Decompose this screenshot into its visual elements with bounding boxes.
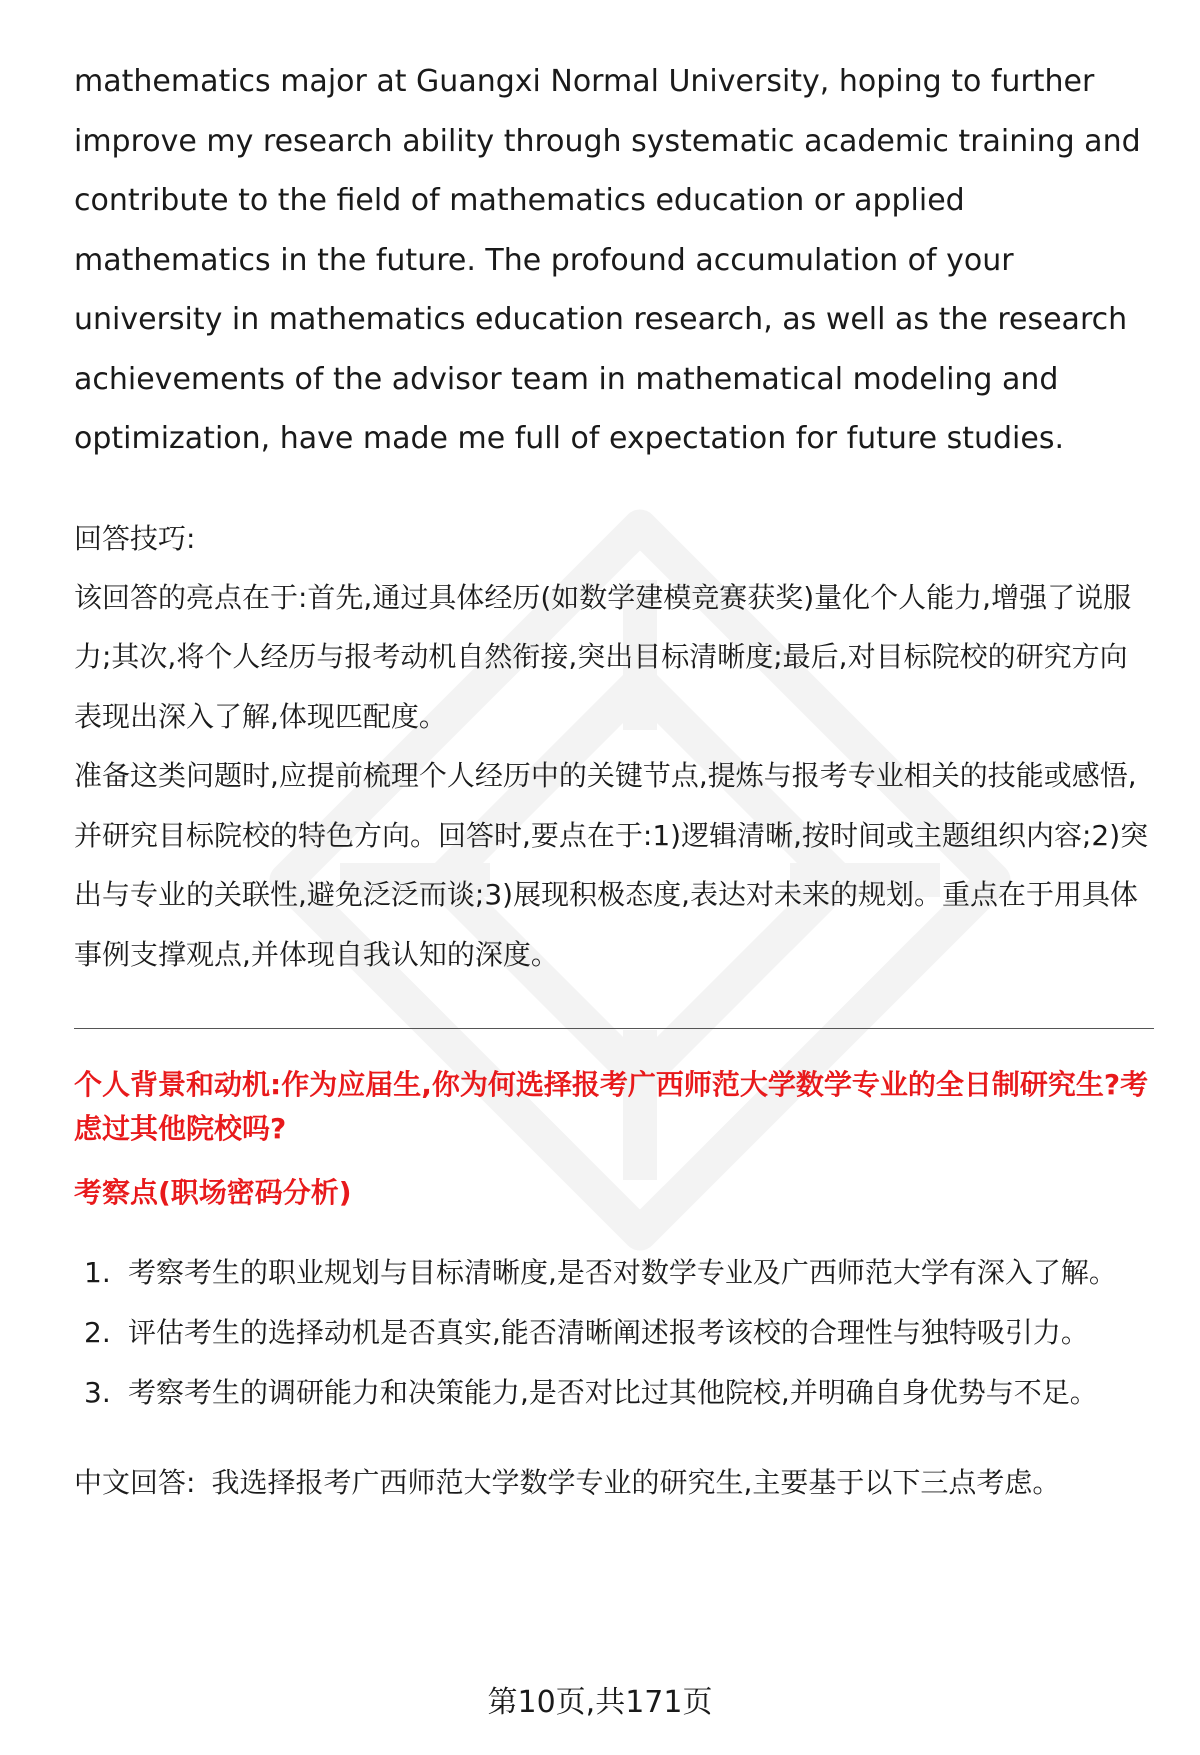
assessment-point-list: [74, 1243, 1154, 1423]
list-item-text: 考察考生的调研能力和决策能力,是否对比过其他院校,并明确自身优势与不足。: [128, 1376, 1098, 1409]
question-title: 个人背景和动机:作为应届生,你为何选择报考广西师范大学数学专业的全日制研究生?考虑过其他院校吗?: [74, 1068, 1149, 1145]
tips-paragraph-1: 该回答的亮点在于:首先,通过具体经历(如数学建模竞赛获奖)量化个人能力,增强了说服力;其次,将个人经历与报考动机自然衔接,突出目标清晰度;最后,对目标院校的研究方向表现出深入了解,体现匹配度。: [74, 580, 1132, 733]
tips-label: 回答技巧:: [74, 521, 196, 555]
list-number: 1.: [84, 1256, 111, 1289]
answer-text: 我选择报考广西师范大学数学专业的研究生,主要基于以下三点考虑。: [211, 1466, 1061, 1499]
list-item: [74, 1303, 1154, 1363]
tips-paragraph-2: 准备这类问题时,应提前梳理个人经历中的关键节点,提炼与报考专业相关的技能或感悟,并研究目标院校的特色方向。回答时,要点在于:1)逻辑清晰,按时间或主题组织内容;2)突出与专业的关联性,避免泛泛而谈;3)展现积极态度,表达对未来的规划。重点在于用具体事例支撑观点,并体现自我认知的深度。: [74, 759, 1149, 971]
list-item-text: 考察考生的职业规划与目标清晰度,是否对数学专业及广西师范大学有深入了解。: [128, 1256, 1117, 1289]
list-item-text: 评估考生的选择动机是否真实,能否清晰阐述报考该校的合理性与独特吸引力。: [128, 1316, 1089, 1349]
list-item: [74, 1363, 1154, 1423]
chinese-answer: [74, 1453, 1154, 1512]
section-divider: [74, 1028, 1154, 1029]
list-item: [74, 1243, 1154, 1303]
intro-paragraph: mathematics major at Guangxi Normal University, hoping to further improve my research ability through systematic academic training and contribute to the field of mathematics education or applied mathematics in the future. The profound accumulation of your university in mathematics education research, as well as the research achievements of the advisor team in mathematical modeling and optimization, have made me full of expectation for future studies.: [74, 64, 1141, 456]
document-page: [74, 52, 1154, 1512]
assessment-subtitle: 考察点(职场密码分析): [74, 1176, 352, 1209]
list-number: 2.: [84, 1316, 111, 1349]
list-number: 3.: [84, 1376, 111, 1409]
page-footer: 第10页,共171页: [487, 1685, 713, 1720]
answer-label: 中文回答:: [74, 1466, 196, 1499]
